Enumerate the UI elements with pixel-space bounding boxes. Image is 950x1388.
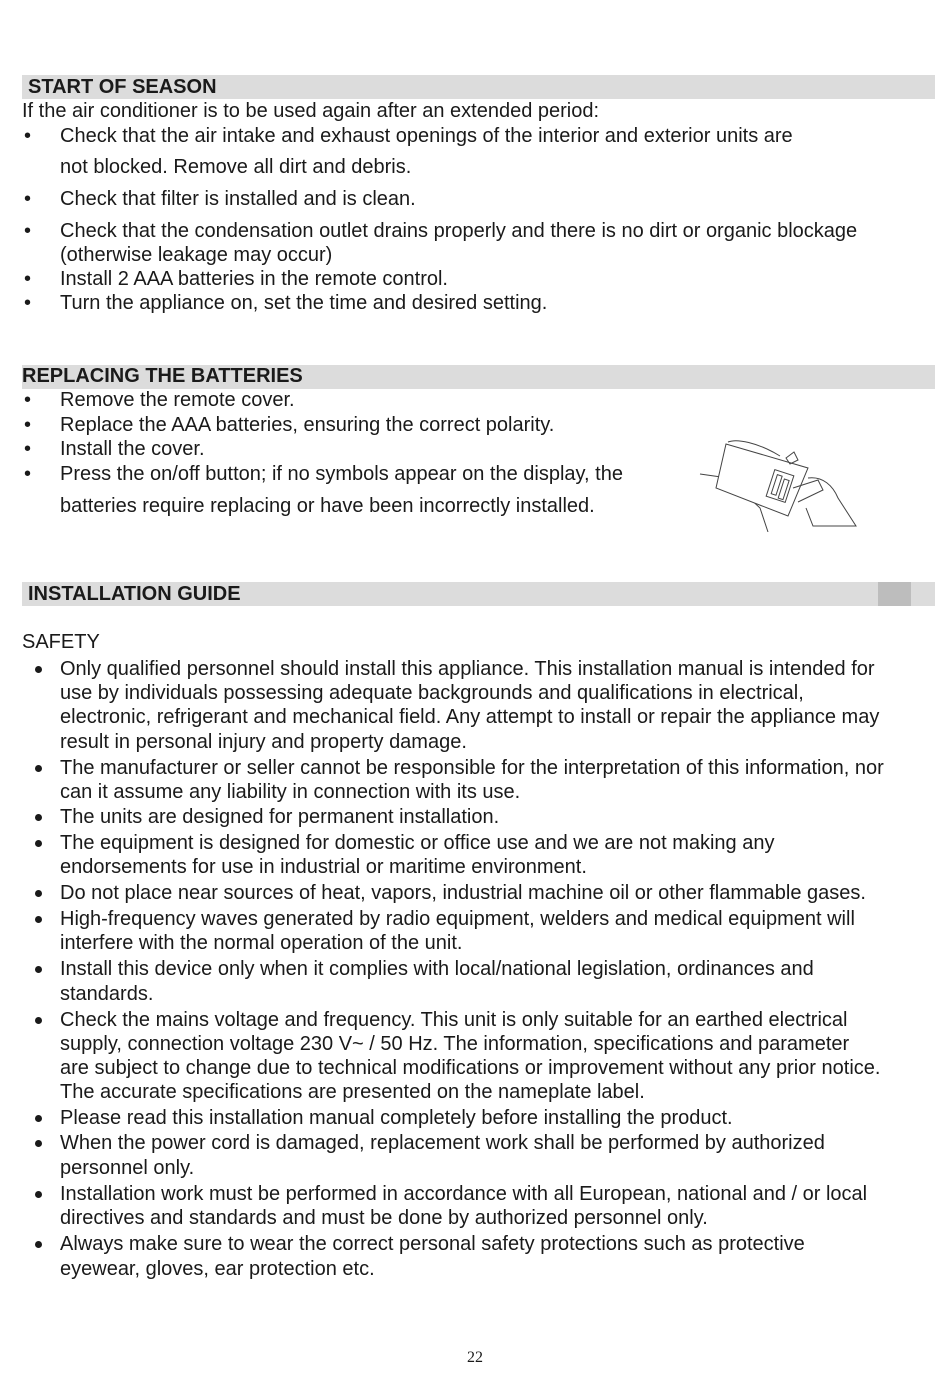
list-item-text: High-frequency waves generated by radio equipment, welders and medical equipment will <box>60 908 855 930</box>
bullet-icon: • <box>24 268 32 290</box>
list-item-text: The units are designed for permanent installation. <box>60 806 500 828</box>
list-item-text: personnel only. <box>60 1157 195 1179</box>
list-item-text: batteries require replacing or have been incorrectly installed. <box>60 495 595 517</box>
list-item-text: Only qualified personnel should install this appliance. This installation manual is intended for <box>60 658 875 680</box>
page-number: 22 <box>467 1349 483 1366</box>
list-item-text: Install this device only when it complies with local/national legislation, ordinances and <box>60 958 814 980</box>
bullet-icon: • <box>24 220 32 242</box>
bullet-icon: • <box>24 463 32 485</box>
list-item-text: Do not place near sources of heat, vapors, industrial machine oil or other flammable gases. <box>60 882 866 904</box>
list-item-text: Check that filter is installed and is clean. <box>60 188 416 210</box>
section-intro: If the air conditioner is to be used again after an extended period: <box>22 100 600 122</box>
list-item-text: not blocked. Remove all dirt and debris. <box>60 156 412 178</box>
list-item-text: Replace the AAA batteries, ensuring the correct polarity. <box>60 414 555 436</box>
bullet-icon <box>35 666 42 673</box>
list-item-text: standards. <box>60 983 154 1005</box>
bullet-icon: • <box>24 389 32 411</box>
bullet-icon <box>35 1140 42 1147</box>
bullet-icon <box>35 1017 42 1024</box>
list-item-text: Install 2 AAA batteries in the remote control. <box>60 268 448 290</box>
list-item-text: interfere with the normal operation of the unit. <box>60 932 463 954</box>
list-item-text: Please read this installation manual completely before installing the product. <box>60 1107 733 1129</box>
bullet-icon: • <box>24 292 32 314</box>
subsection-title-safety: SAFETY <box>22 631 100 653</box>
list-item-text: are subject to change due to technical modifications or improvement without any prior notice. <box>60 1057 881 1079</box>
list-item-text: Press the on/off button; if no symbols appear on the display, the <box>60 463 623 485</box>
bullet-icon <box>35 916 42 923</box>
list-item-text: Check that the condensation outlet drains properly and there is no dirt or organic blockage <box>60 220 858 242</box>
list-item-text: electronic, refrigerant and mechanical field. Any attempt to install or repair the appliance may <box>60 706 880 728</box>
section-title-replacing-batteries: REPLACING THE BATTERIES <box>22 365 303 387</box>
list-item-text: Turn the appliance on, set the time and desired setting. <box>60 292 548 314</box>
bullet-icon <box>35 966 42 973</box>
list-item-text: The accurate specifications are presented on the nameplate label. <box>60 1081 645 1103</box>
bullet-icon: • <box>24 414 32 436</box>
section-title-start-of-season: START OF SEASON <box>28 76 217 98</box>
list-item-text: When the power cord is damaged, replacement work shall be performed by authorized <box>60 1132 825 1154</box>
list-item-text: Check that the air intake and exhaust openings of the interior and exterior units are <box>60 125 793 147</box>
bullet-icon <box>35 890 42 897</box>
list-item-text: Remove the remote cover. <box>60 389 295 411</box>
list-item-text: The equipment is designed for domestic or office use and we are not making any <box>60 832 775 854</box>
list-item-text: eyewear, gloves, ear protection etc. <box>60 1258 375 1280</box>
list-item-text: Installation work must be performed in accordance with all European, national and / or local <box>60 1183 868 1205</box>
bullet-icon: • <box>24 438 32 460</box>
list-item-text: result in personal injury and property damage. <box>60 731 467 753</box>
list-item-text: Always make sure to wear the correct personal safety protections such as protective <box>60 1233 805 1255</box>
list-item-text: use by individuals possessing adequate backgrounds and qualifications in electrical, <box>60 682 804 704</box>
bullet-icon <box>35 840 42 847</box>
list-item-text: (otherwise leakage may occur) <box>60 244 333 266</box>
list-item-text: Install the cover. <box>60 438 205 460</box>
bullet-icon <box>35 1115 42 1122</box>
list-item-text: can it assume any liability in connection with its use. <box>60 781 521 803</box>
list-item-text: endorsements for use in industrial or maritime environment. <box>60 856 587 878</box>
bullet-icon: • <box>24 125 32 147</box>
bullet-icon <box>35 765 42 772</box>
list-item-text: supply, connection voltage 230 V~ / 50 Hz. The information, specifications and parameter <box>60 1033 850 1055</box>
bullet-icon <box>35 814 42 821</box>
list-item-text: The manufacturer or seller cannot be responsible for the interpretation of this information, nor <box>60 757 884 779</box>
section-title-installation-guide: INSTALLATION GUIDE <box>28 583 241 605</box>
remote-battery-illustration <box>698 438 860 532</box>
bullet-icon <box>35 1191 42 1198</box>
list-item-text: directives and standards and must be done by authorized personnel only. <box>60 1207 708 1229</box>
bullet-icon <box>35 1241 42 1248</box>
list-item-text: Check the mains voltage and frequency. This unit is only suitable for an earthed electrical <box>60 1009 848 1031</box>
bullet-icon: • <box>24 188 32 210</box>
